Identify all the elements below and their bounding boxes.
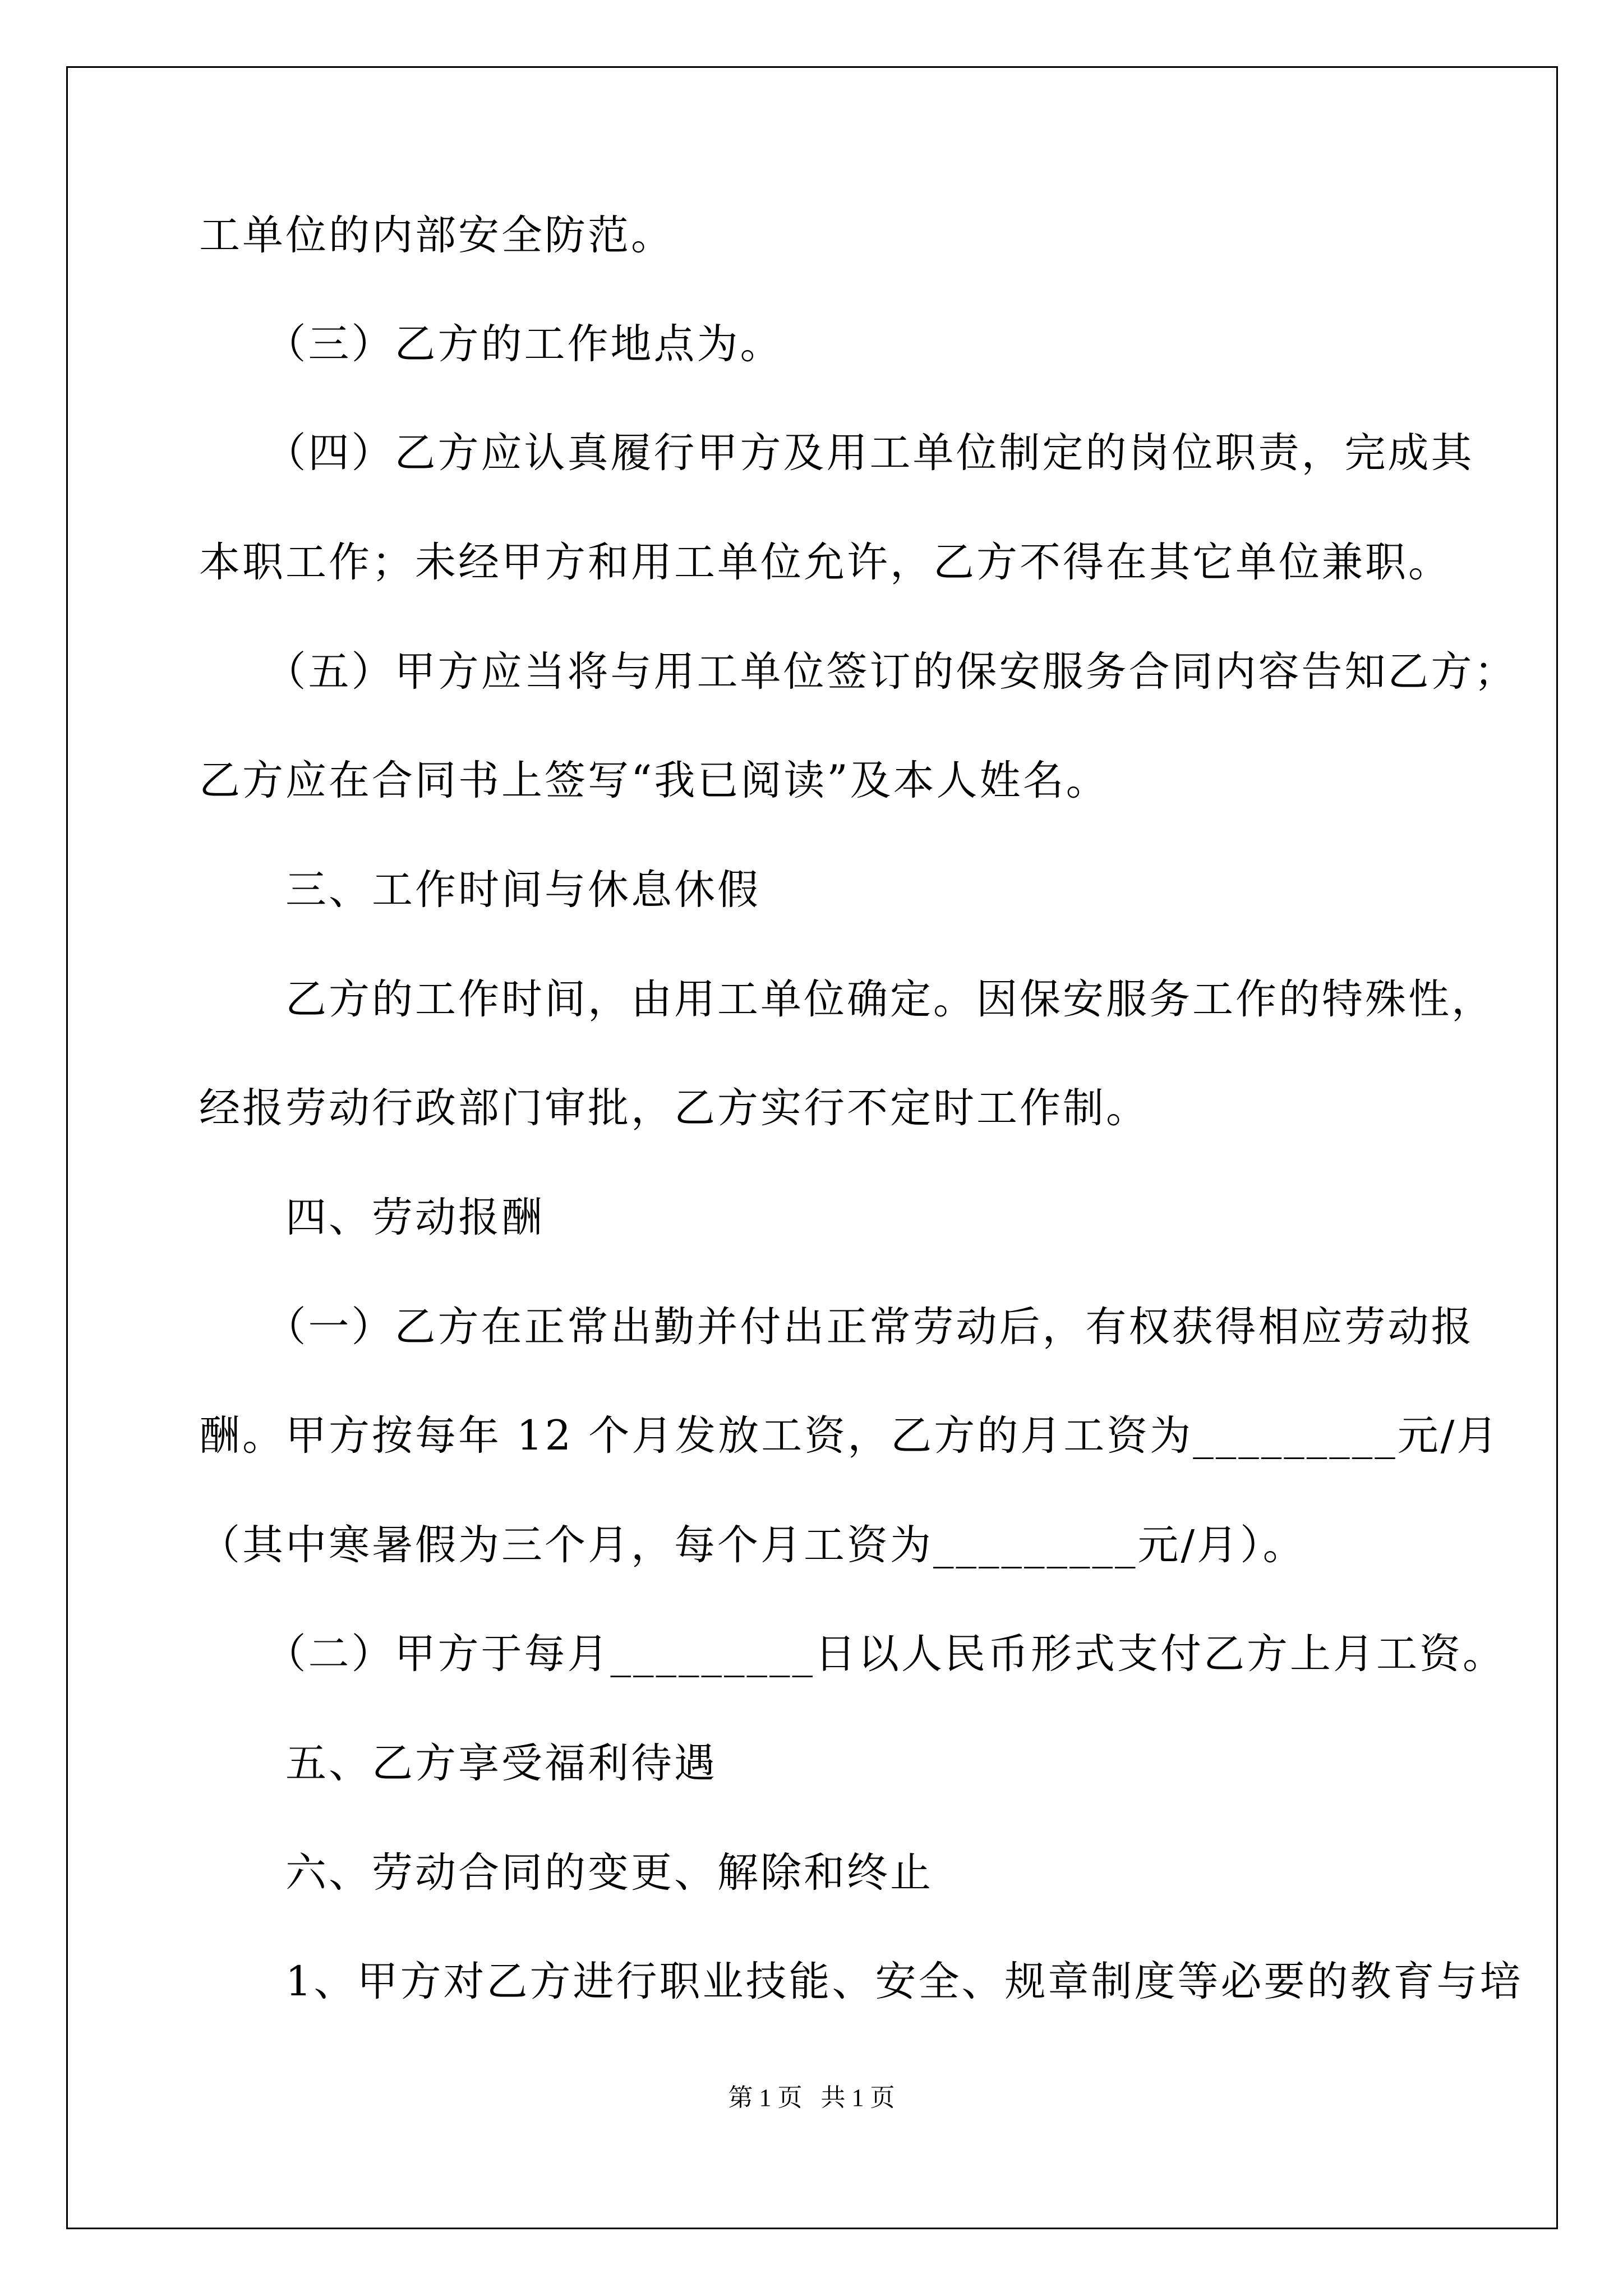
paragraph-line: 经报劳动行政部门审批，乙方实行不定时工作制。 [199,1084,1149,1132]
page-number-footer: 第 1 页 共 1 页 [728,2084,895,2111]
section-heading: 四、劳动报酬 [199,1194,545,1241]
paragraph-line: （四）乙方应认真履行甲方及用工单位制定的岗位职责，完成其 [199,429,1474,477]
paragraph-line: 酬。甲方按每年 12 个月发放工资，乙方的月工资为_________元/月 [199,1412,1500,1460]
paragraph-line: （五）甲方应当将与用工单位签订的保安服务合同内容告知乙方； [199,648,1518,696]
paragraph-line: （一）乙方在正常出勤并付出正常劳动后，有权获得相应劳动报 [199,1303,1474,1351]
paragraph-line: 工单位的内部安全防范。 [199,211,674,259]
paragraph-line: （其中寒暑假为三个月，每个月工资为_________元/月）。 [199,1521,1306,1569]
paragraph-line: 乙方应在合同书上签写“我已阅读”及本人姓名。 [199,757,1109,804]
paragraph-line: （二）甲方于每月_________日以人民币形式支付乙方上月工资。 [199,1630,1506,1678]
paragraph-line: 本职工作；未经甲方和用工单位允许，乙方不得在其它单位兼职。 [199,539,1451,586]
paragraph-line: （三）乙方的工作地点为。 [199,320,783,368]
section-heading: 五、乙方享受福利待遇 [199,1740,717,1787]
paragraph-line: 1、甲方对乙方进行职业技能、安全、规章制度等必要的教育与培 [199,1958,1523,2005]
section-heading: 六、劳动合同的变更、解除和终止 [199,1849,933,1897]
page-border [66,66,1558,2229]
paragraph-line: 乙方的工作时间，由用工单位确定。因保安服务工作的特殊性， [199,976,1495,1023]
section-heading: 三、工作时间与休息休假 [199,866,760,914]
